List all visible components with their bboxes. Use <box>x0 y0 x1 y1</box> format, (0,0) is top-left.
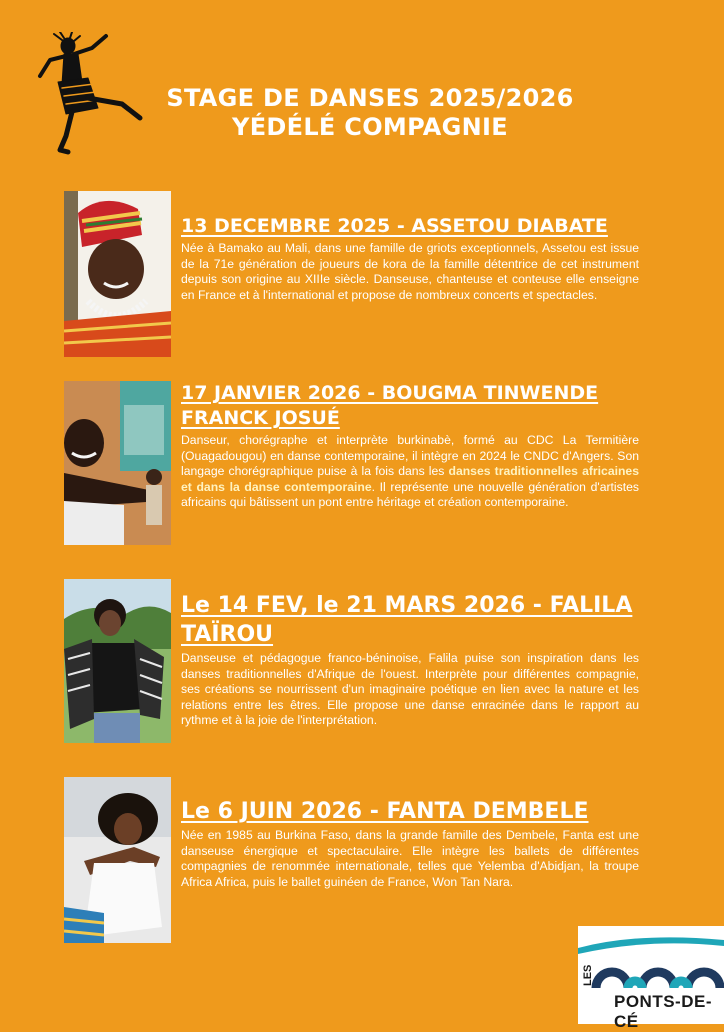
section-heading: 13 DECEMBRE 2025 - ASSETOU DIABATE <box>181 215 608 237</box>
photo-bougma-tinwende <box>64 381 171 545</box>
page-title <box>130 84 610 142</box>
section-fanta-dembele <box>64 777 644 943</box>
section-heading: Le 14 FEV, le 21 MARS 2026 - FALILA TAÏROU <box>181 593 633 647</box>
logo-name: PONTS-DE-CÉ <box>614 992 712 1031</box>
body-highlight: danses traditionnelles africaines et dans la danse contemporaine <box>181 464 639 494</box>
section-heading: 17 JANVIER 2026 - BOUGMA TINWENDE FRANCK JOSUÉ <box>181 382 599 429</box>
body-text-part-1: Danseur, chorégraphe et interprète burkinabè, formé au CDC La Termitière (Ouagadougou) en danse contemporaine, il intègre en 2024 le CNDC d'Angers. Son langage chorégraphique puise à la fois dans les <box>181 433 639 479</box>
section-body: Danseuse et pédagogue franco-béninoise, Falila puise son inspiration dans les danses traditionnelles d'Afrique de l'ouest. Interprète pour différentes compagnie, ses créations se nourrissent d'un imaginaire poétique en lien avec la nature et les relations entre les êtres. Elle propose une danse enracinée dans le rapport au rythme et à la joie de l'interprétation. <box>181 651 639 728</box>
photo-fanta-dembele <box>64 777 171 943</box>
section-body: Née à Bamako au Mali, dans une famille de griots exceptionnels, Assetou est issue de la 71e génération de joueurs de kora de la famille détentrice de cet instrument depuis son origine au XIIIe siècle. Danseuse, chanteuse et conteuse elle enseigne en France et à l'international et propose de nombreux concerts et spectacles. <box>181 241 639 302</box>
body-text-part-2: . Il représente une nouvelle génération d'artistes africains qui bâtissent un pont entre héritage et création contemporaine. <box>181 479 639 510</box>
section-assetou-diabate <box>64 191 644 359</box>
photo-falila-tairou <box>64 579 171 743</box>
title-line-2: YÉDÉLÉ COMPAGNIE <box>232 113 508 141</box>
section-body <box>181 433 639 511</box>
logo-prefix: LES <box>582 964 594 986</box>
section-heading: Le 6 JUIN 2026 - FANTA DEMBELE <box>181 799 589 824</box>
photo-assetou-diabate <box>64 191 171 357</box>
section-falila-tairou <box>64 579 644 743</box>
section-bougma-tinwende <box>64 381 644 545</box>
title-line-1: STAGE DE DANSES 2025/2026 <box>166 84 574 112</box>
section-body: Née en 1985 au Burkina Faso, dans la grande famille des Dembele, Fanta est une danseuse énergique et spectaculaire. Elle intègre les ballets de différentes compagnies de renommée internationale, telles que Yelemba d'Abidjan, la troupe Africa Africa, puis le ballet guinéen de France, Won Tan Nara. <box>181 828 639 889</box>
